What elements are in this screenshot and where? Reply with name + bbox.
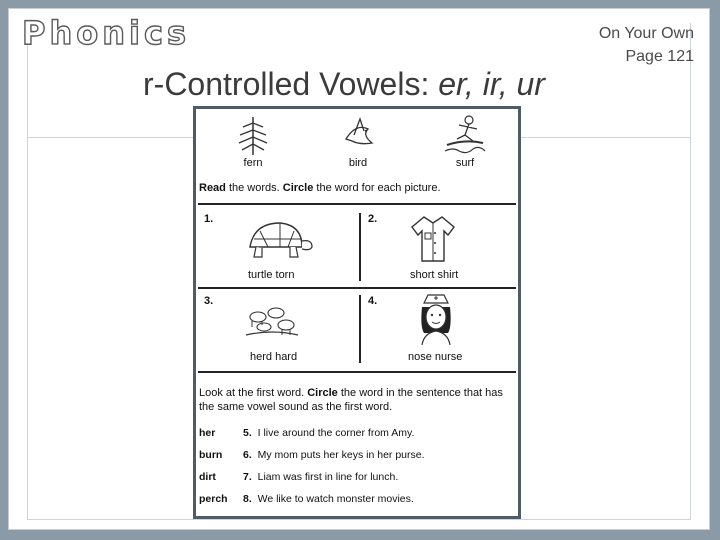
page-number: Page 121 [625,48,694,65]
title-vowels: er, ir, ur [438,66,545,102]
item-number: 1. [204,213,214,225]
instructions-2 [199,386,519,414]
left-border [27,23,28,519]
turtle-icon [240,217,314,261]
example-word: bird [348,157,368,169]
instruction-text: the word for each picture. [313,182,441,194]
worksheet-image [193,106,521,519]
first-word: burn [199,449,223,461]
sentence-number: 8. [243,493,252,505]
sentence-number: 6. [243,449,252,461]
brand-title: Phonics [22,14,190,52]
section-divider [198,203,516,205]
instruction-verb: Circle [307,387,338,399]
instruction-verb: Circle [282,182,314,194]
bird-icon [338,113,378,157]
herd-icon [242,299,302,343]
instruction-text: the words. [225,182,283,194]
item-choices: nose nurse [408,351,463,363]
first-word: her [199,427,216,439]
sentence-text: Liam was first in line for lunch. [257,471,399,483]
footer-divider [27,519,691,520]
slide-title [143,66,545,103]
right-border [690,23,691,519]
instruction-text: the word in the sentence that has [337,387,503,399]
surfer-icon [443,113,487,157]
instruction-text: Look at the first word. [199,387,308,399]
sentence-row [199,471,398,483]
nurse-icon [414,293,458,347]
instructions-2-line-2: the same vowel sound as the first word. [199,401,393,413]
section-divider [198,287,516,289]
instructions-2-line-1 [199,386,519,400]
item-number: 3. [204,295,214,307]
shirt-icon [408,213,458,265]
sentence-number: 7. [243,471,252,483]
example-fern [228,113,278,169]
sentence-number: 5. [243,427,252,439]
fern-icon [233,113,273,157]
first-word: dirt [199,471,216,483]
item-number: 4. [368,295,378,307]
example-bird [333,113,383,169]
section-divider [198,371,516,373]
sentence-row [199,493,414,505]
sentence-text: I live around the corner from Amy. [257,427,415,439]
activity-tag [599,22,694,68]
example-surf [440,113,490,169]
item-choices: turtle torn [248,269,295,281]
sentence-text: My mom puts her keys in her purse. [257,449,425,461]
instructions-1 [199,181,519,195]
first-word: perch [199,493,228,505]
sentence-text: We like to watch monster movies. [257,493,414,505]
sentence-row [199,427,414,439]
item-number: 2. [368,213,378,225]
example-word: fern [243,157,263,169]
activity-label: On Your Own [598,25,694,42]
title-prefix: r-Controlled Vowels: [143,66,439,102]
sentence-row [199,449,425,461]
column-divider [359,295,361,363]
instruction-verb: Read [199,182,226,194]
item-choices: short shirt [410,269,459,281]
item-choices: herd hard [250,351,298,363]
example-word: surf [455,157,475,169]
column-divider [359,213,361,281]
